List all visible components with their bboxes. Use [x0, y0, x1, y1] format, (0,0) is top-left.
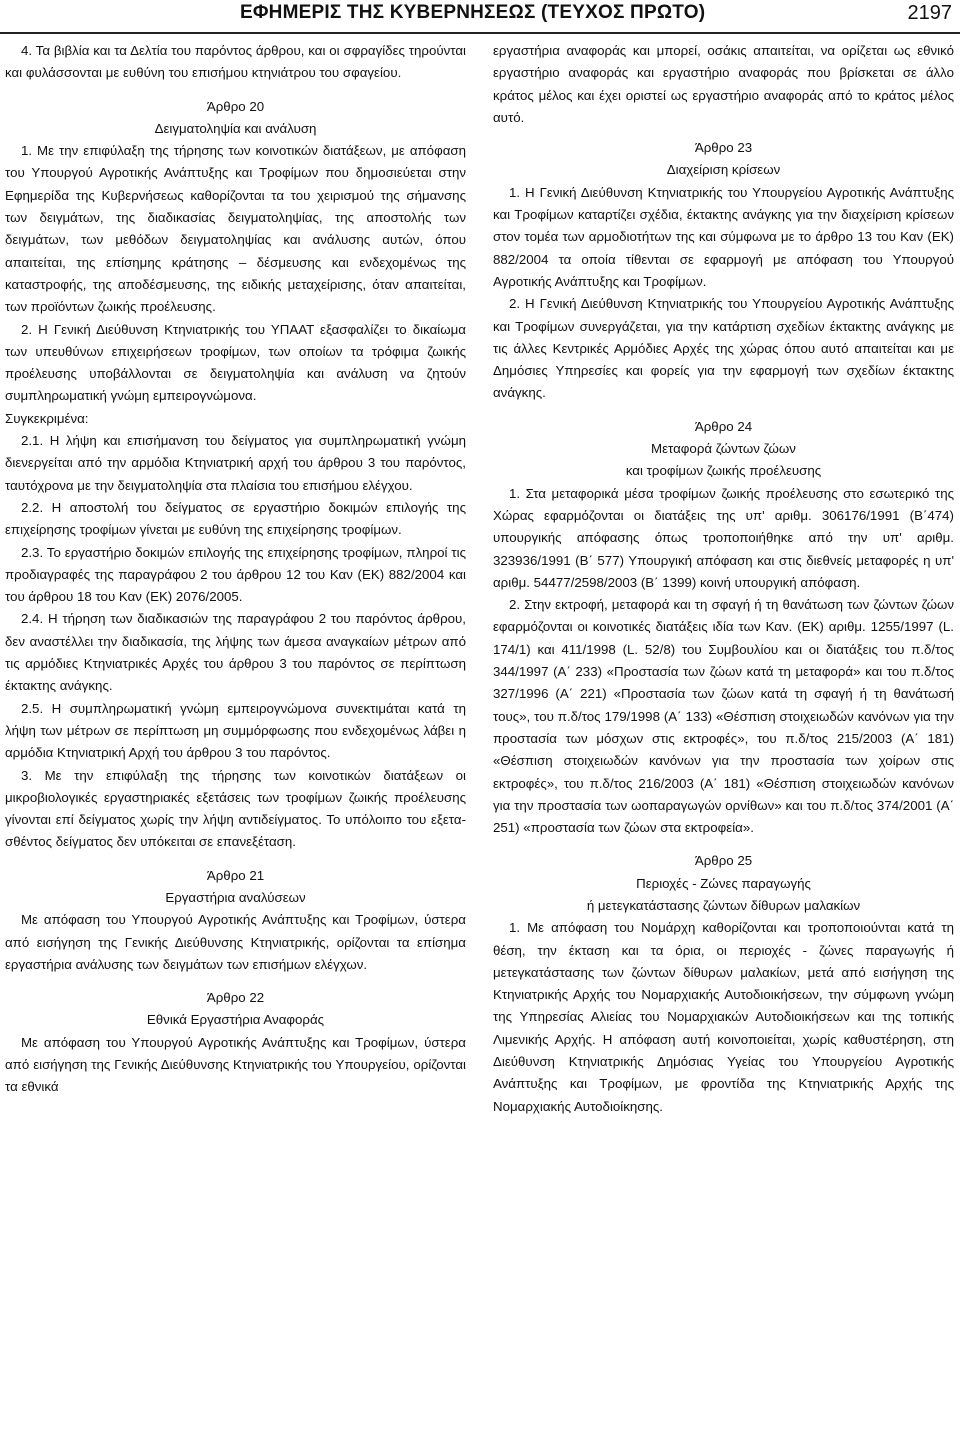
paragraph-article20-1: 1. Με την επιφύλαξη της τήρησης των κοινοτικών διατάξεων, με απόφαση του Υπουργού Αγροτικής Ανάπτυξης και Τροφίμων που δημοσιεύεται στην Εφημερίδα της Κυβερνήσεως καθορίζονται τα του χειρισμού της σήμανσης των δειγμάτων, της διαδικασίας δειγματοληψίας, της αποστολής των δειγμάτων, των μεθόδων δειγματοληψίας και ανάλυσης αυτών, όπου απαιτείται, της επίσημης κράτησης – δέσμευσης και ενδεχομένως της καταστροφής, της αποδέσμευσης, της ειδικής μεταχείρισης, όταν απαιτείται, των προϊόντων ζωικής προέλευσης. [5, 143, 466, 315]
article-23-subtitle: Διαχείριση κρίσεων [666, 162, 781, 178]
paragraph-article20-2-2: 2.2. Η αποστολή του δείγματος σε εργαστήριο δοκιμών επιλογής της επιχείρησης τροφίμων γίνεται με ευθύνη της επιχείρησης τροφίμων. [5, 499, 466, 538]
paragraph-article20-2-4: 2.4. Η τήρηση των διαδικασιών της παραγράφου 2 του παρόντος άρθρου, δεν αναστέλλει την διαδικασία, της λήψης των άμεσα αναγκαίων μέτρων από τις αρμόδιες Κτηνιατρικές Αρχές του άρθρου 3 του παρόντος σε περίπτωση έκτακτης ανάγκης. [5, 611, 466, 694]
article-22-subtitle: Εθνικά Εργαστήρια Αναφοράς [146, 1012, 325, 1028]
paragraph-article22: Με απόφαση του Υπουργού Αγροτικής Ανάπτυξης και Τροφίμων, ύστερα από εισήγηση της Γενικής Διεύθυνσης Κτηνιατρικής του Υπουργείου, ορίζονται τα εθνικά [5, 1034, 466, 1095]
paragraph-article20-2-5: 2.5. Η συμπληρωματική γνώμη εμπειρογνώμονα συνεκτιμάται κατά τη λήψη των μέτρων σε περίπτωση μη συμμόρφωσης που ενδεχομένως λάβει η αρμόδια Κτηνιατρική Αρχή του άρθρου 3 του παρόντος. [5, 700, 466, 761]
header-divider [0, 32, 960, 34]
paragraph-article20-specifically: Συγκεκριμένα: [5, 410, 89, 426]
article-22-title: Άρθρο 22 [206, 990, 265, 1006]
article-24-subtitle-line2: και τροφίμων ζωικής προέλευσης [625, 463, 822, 479]
page-header [0, 2, 960, 30]
article-24-subtitle-line1: Μεταφορά ζώντων ζώων [651, 441, 796, 457]
article-25-title: Άρθρο 25 [694, 853, 753, 869]
article-20-title: Άρθρο 20 [206, 98, 265, 114]
article-20-subtitle: Δειγματοληψία και ανάλυση [154, 120, 317, 136]
paragraph-article25-1: 1. Με απόφαση του Νομάρχη καθορίζονται και τροποποιούνται κατά τη θέση, την έκταση και τα όρια, οι περιοχές - ζώνες παραγωγής ή μετεγκατάστασης των ζώντων δίθυρων μαλακίων, μετά από εισήγηση της Κτηνιατρικής Αρχής του Νομαρχιακής Αυτοδιοικήσεων, την σύμφωνη γνώμη της Υπηρεσίας Αλιείας του Νομαρχιακών Αυτοδιοικήσεων και της τοπικής Λιμενικής Αρχής. Η απόφαση αυτή κοινοποιείται, χωρίς καθυστέρηση, στη Διεύθυνση Κτηνιατρικής Δημόσιας Υγείας του Υπουργείου Αγροτικής Ανάπτυξης και Τροφίμων, με φροντίδα της Κτηνιατρικής Αρχής της Νομαρχιακής Αυτοδιοίκησης. [493, 920, 954, 1114]
article-21-subtitle: Εργαστήρια αναλύσεων [165, 889, 306, 905]
article-24-title: Άρθρο 24 [694, 418, 753, 434]
article-21-title: Άρθρο 21 [206, 867, 265, 883]
paragraph-article24-1: 1. Στα μεταφορικά μέσα τροφίμων ζωικής προέλευσης στο εσωτερικό της Χώρας εφαρμόζονται οι διατάξεις της υπ' αριθμ. 306176/1991 (Β΄474) υπουργικής απόφασης όπως τροποποιήθηκε από την υπ' αριθμ. 323936/1991 (Β΄ 577) Υπουργική απόφαση και στις διεθνείς μεταφορές η υπ' αριθμ. 54477/2598/2003 (Β΄ 1399) κοινή υπουργική απόφαση. [493, 485, 954, 590]
paragraph-article20-3: 3. Με την επιφύλαξη της τήρησης των κοινοτικών διατάξεων οι μικροβιολογικές εργαστηριακές εξετάσεις των τροφίμων ζωικής προέλευσης γίνονται επί δείγματος χωρίς την λήψη αντιδείγματος. Το υπόλοιπο του εξετασθέντος δείγματος δεν υπόκειται σε επανεξέταση. [5, 767, 466, 850]
paragraph-article23-1: 1. Η Γενική Διεύθυνση Κτηνιατρικής του Υπουργείου Αγροτικής Ανάπτυξης και Τροφίμων καταρτίζει σχέδια, έκτακτης ανάγκης για την διαχείριση κρίσεων στον τομέα των αρμοδιοτήτων της και σύμφωνα με το άρθρο 13 του Καν (ΕΚ) 882/2004 τα οποία τίθενται σε εφαρμογή με απόφαση του Υπουργού Αγροτικής Ανάπτυξης και Τροφίμων. [493, 184, 954, 289]
right-column [493, 40, 954, 1118]
gazette-title: ΕΦΗΜΕΡΙΣ ΤΗΣ ΚΥΒΕΡΝΗΣΕΩΣ (ΤΕΥΧΟΣ ΠΡΩΤΟ) [240, 2, 706, 23]
paragraph-article21: Με απόφαση του Υπουργού Αγροτικής Ανάπτυξης και Τροφίμων, ύστερα από εισήγηση της Γενικής Διεύθυνσης Κτηνιατρικής, ορίζονται τα επίσημα εργαστήρια ανάλυσης των δειγμάτων των επισήμων ελέγχων. [5, 912, 466, 972]
paragraph-article23-2: 2. Η Γενική Διεύθυνση Κτηνιατρικής του Υπουργείου Αγροτικής Ανάπτυξης και Τροφίμων συνεργάζεται, για την κατάρτιση σχεδίων έκτακτης ανάγκης με τις άλλες Κεντρικές Αρμόδιες Αρχές της χώρας όπου αυτό απαιτείται και με Δημόσιες Υπηρεσίες και φορείς για την εφαρμογή των σχεδίων έκτακτης ανάγκης. [493, 296, 954, 401]
paragraph-article20-2-1: 2.1. Η λήψη και επισήμανση του δείγματος για συμπληρωματική γνώμη διενεργείται από την αρμόδια Κτηνιατρική αρχή του άρθρου 3 του παρόντος, ταυτόχρονα με την δειγματοληψία στα πλαίσια του επισήμου ελέγχου. [5, 433, 466, 493]
page-number: 2197 [907, 2, 952, 24]
left-column [5, 40, 466, 1099]
paragraph-article24-2: 2. Στην εκτροφή, μεταφορά και τη σφαγή ή τη θανάτωση των ζώντων ζώων εφαρμόζονται οι κοινοτικές διατάξεις ιδία των Καν. (ΕΚ) αριθμ. 1255/1997 (L. 174/1) και 411/1998 (L. 52/8) του Συμβουλίου και οι διατάξεις του π.δ/τος 344/1997 (Α΄ 233) «Προστασία των ζώων κατά τη μεταφορά» και του π.δ/τος 327/1996 (Α΄ 221) «Προστασία των ζώων κατά τη σφαγή ή τη θανάτωσή τους», του π.δ/τος 179/1998 (Α΄ 133) «Θέσπιση στοιχειωδών κανόνων για την προστασία των μόσχων στις εκτροφές», του π.δ/τος 215/2003 (Α΄ 181) «Θέσπιση στοιχειωδών κανόνων για την προστασία των χοίρων στις εκτροφές», του π.δ/τος 216/2003 (Α΄ 181) «Θέσπιση στοιχειωδών κανόνων για την προστασία των ωοπαραγωγών ορνίθων» και του π.δ/τος 374/2001 (Α΄ 251) «προστασία των ζώων στα εκτροφεία». [493, 597, 954, 836]
paragraph-article20-2-3: 2.3. Το εργαστήριο δοκιμών επιλογής της επιχείρησης τροφίμων, πληροί τις προδιαγραφές της παραγράφου 2 του άρθρου 12 του Καν (ΕΚ) 882/2004 και του άρθρου 18 του Καν (ΕΚ) 2076/2005. [5, 544, 466, 605]
article-25-subtitle-line2: ή μετεγκατάστασης ζώντων δίθυρων μαλακίων [586, 897, 861, 913]
paragraph-article19-4: 4. Τα βιβλία και τα Δελτία του παρόντος άρθρου, και οι σφραγίδες τηρούνται και φυλάσσονται με ευθύνη του επισήμου κτηνιάτρου του σφαγείου. [5, 43, 466, 81]
article-23-title: Άρθρο 23 [694, 140, 753, 156]
paragraph-article20-2: 2. Η Γενική Διεύθυνση Κτηνιατρικής του ΥΠΑΑΤ εξασφαλίζει το δικαίωμα των υπευθύνων επιχειρήσεων τροφίμων, των οποίων τα τρόφιμα ζωικής προέλευσης υποβάλλονται σε δειγματοληψία και ανάλυση να ζητούν συμπληρωματική γνώμη εμπειρογνώμονα. [5, 321, 466, 404]
article-25-subtitle-line1: Περιοχές - Ζώνες παραγωγής [636, 875, 811, 891]
paragraph-article22-continued: εργαστήρια αναφοράς και μπορεί, οσάκις απαιτείται, να ορίζεται ως εθνικό εργαστήριο αναφοράς και εργαστήριο αναφοράς που βρίσκεται σε άλλο κράτος μέλος και έχει οριστεί ως εργαστήριο αναφοράς από το κράτος μέλος αυτό. [493, 43, 954, 125]
